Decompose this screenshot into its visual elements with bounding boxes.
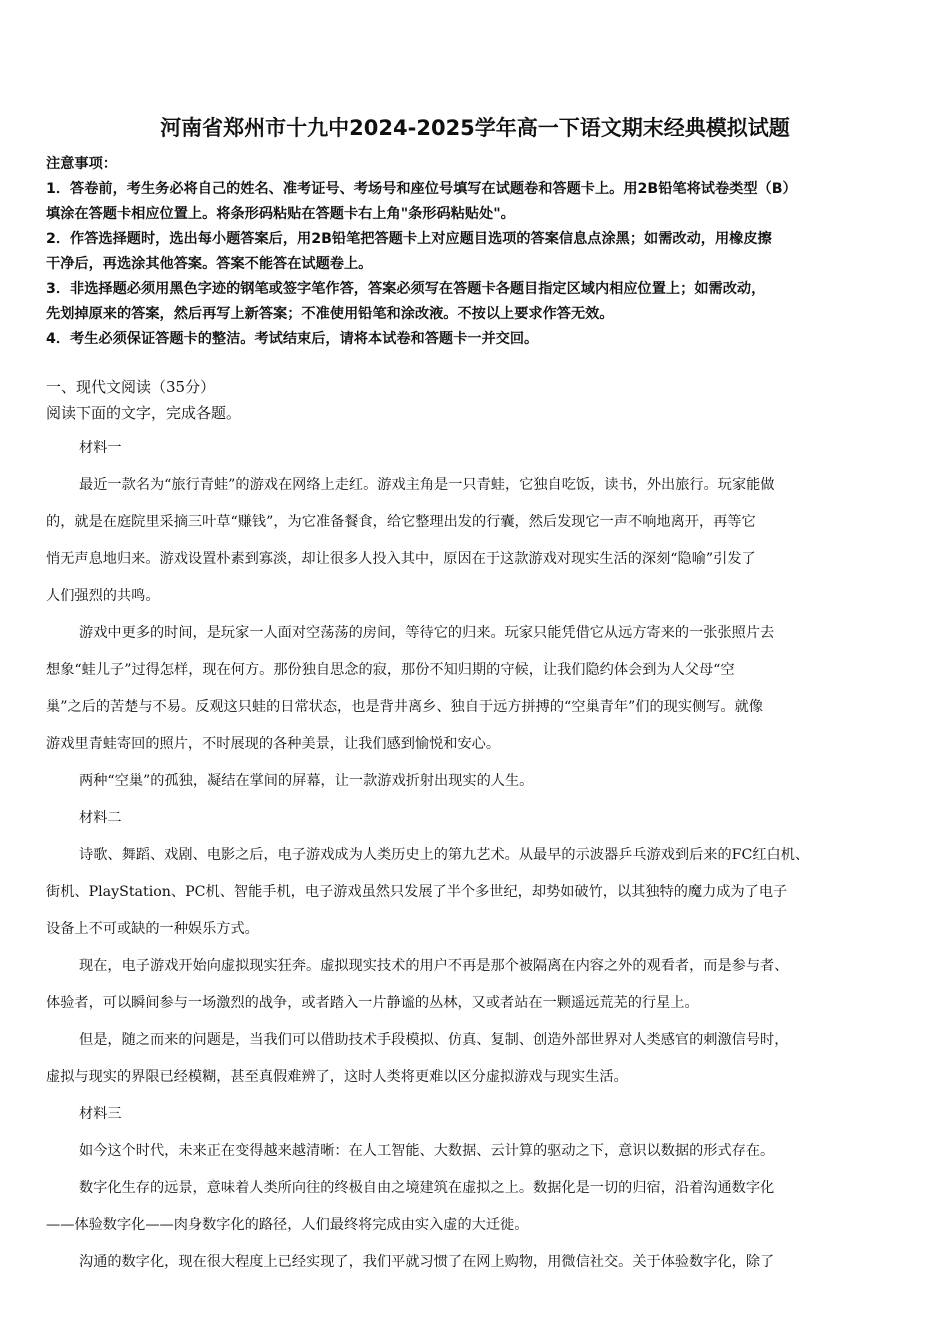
passage-line: 街机、PlayStation、PC机、智能手机，电子游戏虽然只发展了半个多世纪，却势如破竹，以其独特的魔力成为了电子 [46,884,788,900]
notice-line: 填涂在答题卡相应位置上。将条形码粘贴在答题卡右上角"条形码粘贴处"。 [46,206,515,222]
notice-line: 4．考生必须保证答题卡的整洁。考试结束后，请将本试卷和答题卡一并交回。 [46,331,539,347]
notice-line: 1．答卷前，考生务必将自己的姓名、准考证号、考场号和座位号填写在试题卷和答题卡上。用2B铅笔将试卷类型（B） [46,181,797,197]
passage-line: 材料三 [79,1106,122,1122]
passage-line: 虚拟与现实的界限已经模糊，甚至真假难辨了，这时人类将更难以区分虚拟游戏与现实生活。 [46,1069,628,1085]
passage-line: 设备上不可或缺的一种娱乐方式。 [46,921,259,937]
passage-line: 的，就是在庭院里采摘三叶草“赚钱”，为它准备餐食，给它整理出发的行囊，然后发现它一声不响地离开，再等它 [46,514,756,530]
passage-line: 现在，电子游戏开始向虚拟现实狂奔。虚拟现实技术的用户不再是那个被隔离在内容之外的观看者，而是参与者、 [79,958,789,974]
notice-line: 先划掉原来的答案，然后再写上新答案；不准使用铅笔和涂改液。不按以上要求作答无效。 [46,306,614,322]
notice-line: 2．作答选择题时，选出每小题答案后，用2B铅笔把答题卡上对应题目选项的答案信息点涂黑；如需改动，用橡皮擦 [46,231,772,247]
passage-line: 沟通的数字化，现在很大程度上已经实现了，我们平就习惯了在网上购物，用微信社交。关于体验数字化，除了 [79,1254,775,1270]
passage-line: 想象“蛙儿子”过得怎样，现在何方。那份独自思念的寂，那份不知归期的守候，让我们隐约体会到为人父母“空 [46,662,735,678]
passage-line: 如今这个时代，未来正在变得越来越清晰：在人工智能、大数据、云计算的驱动之下，意识以数据的形式存在。 [79,1143,775,1159]
notice-line: 3．非选择题必须用黑色字迹的钢笔或签字笔作答，答案必须写在答题卡各题目指定区域内相应位置上；如需改动， [46,281,766,297]
passage-line: 人们强烈的共鸣。 [46,588,160,604]
notice-line: 干净后，再选涂其他答案。答案不能答在试题卷上。 [46,256,373,272]
passage-line: 最近一款名为“旅行青蛙”的游戏在网络上走红。游戏主角是一只青蛙，它独自吃饭，读书，外出旅行。玩家能做 [79,477,775,493]
passage-line: 数字化生存的远景，意味着人类所向往的终极自由之境建筑在虚拟之上。数据化是一切的归宿，沿着沟通数字化 [79,1180,775,1196]
section-instruction: 阅读下面的文字，完成各题。 [46,404,242,422]
passage-line: 游戏里青蛙寄回的照片，不时展现的各种美景，让我们感到愉悦和安心。 [46,736,501,752]
passage-line: 悄无声息地归来。游戏设置朴素到寡淡，却让很多人投入其中，原因在于这款游戏对现实生活的深刻“隐喻”引发了 [46,551,756,567]
passage-line: 巢”之后的苦楚与不易。反观这只蛙的日常状态，也是背井离乡、独自于远方拼搏的“空巢青年”们的现实侧写。就像 [46,699,763,715]
passage-line: 但是，随之而来的问题是，当我们可以借助技术手段模拟、仿真、复制、创造外部世界对人类感官的刺激信号时， [79,1032,789,1048]
passage-line: 诗歌、舞蹈、戏剧、电影之后，电子游戏成为人类历史上的第九艺术。从最早的示波器乒乓游戏到后来的FC红白机、 [79,847,810,863]
passage-line: 材料一 [79,440,122,456]
passage-line: 体验者，可以瞬间参与一场激烈的战争，或者踏入一片静谧的丛林，又或者站在一颗遥远荒芜的行星上。 [46,995,699,1011]
section-header [46,374,916,426]
passage-line: 游戏中更多的时间，是玩家一人面对空荡荡的房间，等待它的归来。玩家只能凭借它从远方寄来的一张张照片去 [79,625,775,641]
notice-heading: 注意事项： [46,156,117,172]
section-heading: 一、现代文阅读（35分） [46,378,216,396]
passage-line: 材料二 [79,810,122,826]
reading-passage [46,430,916,1281]
notice-block [46,152,916,352]
passage-line: ——体验数字化——肉身数字化的路径，人们最终将完成由实入虚的大迁徙。 [46,1217,529,1233]
passage-line: 两种“空巢”的孤独，凝结在掌间的屏幕，让一款游戏折射出现实的人生。 [79,773,534,789]
exam-title: 河南省郑州市十九中2024-2025学年高一下语文期末经典模拟试题 [160,116,790,140]
